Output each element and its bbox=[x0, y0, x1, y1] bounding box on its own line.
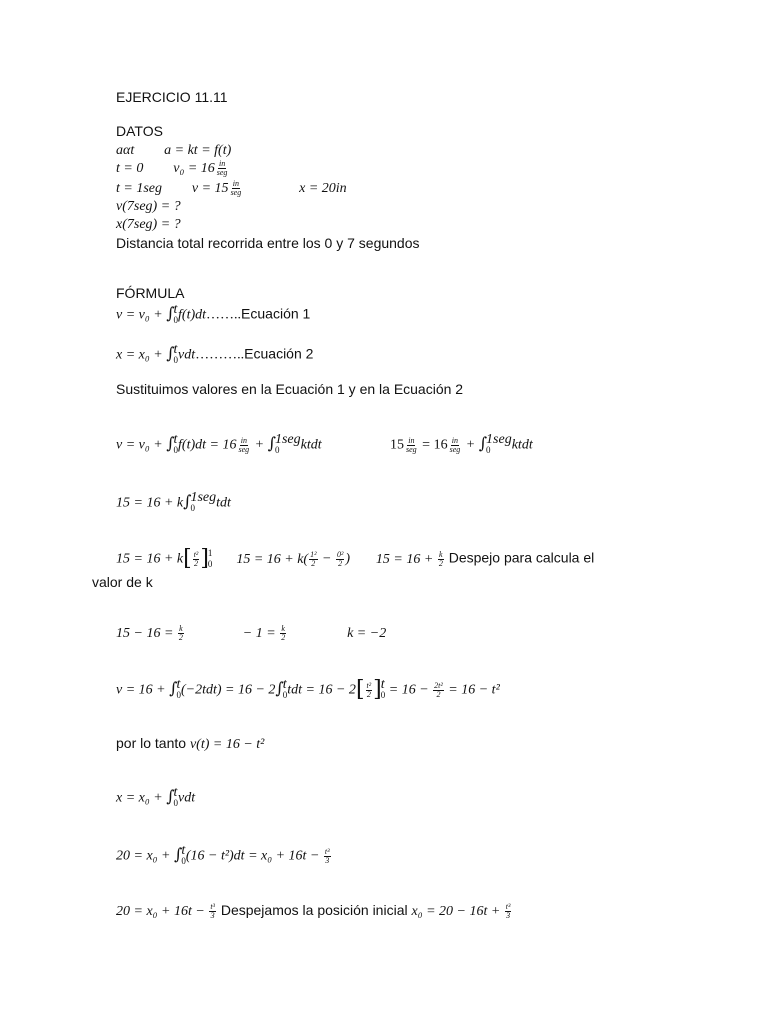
step-4: 15 − 16 = $\frac{k}{2}$ − 1 = $\frac{k}{2}$ k = −2 bbox=[116, 623, 387, 642]
step-6: por lo tanto v(t) = 16 − t² bbox=[116, 735, 265, 752]
datos-x1: x = 20in bbox=[299, 181, 347, 196]
datos-heading: DATOS bbox=[116, 123, 163, 139]
equation-2: x = x₀ + ∫ t 0 vdt………..Ecuación 2 bbox=[116, 342, 314, 365]
sustituimos-text: Sustituimos valores en la Ecuación 1 y en la Ecuación 2 bbox=[116, 381, 464, 397]
equation-2-label: Ecuación 2 bbox=[244, 345, 314, 362]
datos-accel-eq: a = kt = f(t) bbox=[164, 143, 232, 158]
step-3-continuation: valor de k bbox=[92, 574, 153, 590]
exercise-title: EJERCICIO 11.11 bbox=[116, 89, 228, 105]
datos-line-3 bbox=[116, 178, 347, 198]
step-8: 20 = x₀ + ∫ t 0 (16 − t²)dt = x₀ + 16t − $\frac{\text{t³}}{3}$ bbox=[116, 843, 330, 866]
datos-line-6: Distancia total recorrida entre los 0 y 7 segundos bbox=[116, 235, 420, 251]
step-1b: 15 $\frac{in}{\text{seg}}$ = 16 $\frac{in}{\text{seg}}$ + ∫ 1seg 0 ktdt bbox=[390, 432, 533, 455]
datos-line-2 bbox=[116, 158, 229, 178]
step-2: 15 = 16 + k∫ 1seg 0 tdt bbox=[116, 490, 231, 513]
datos-v1: v = 15 bbox=[191, 181, 229, 196]
datos-line-5: x(7seg) = ? bbox=[116, 217, 181, 232]
datos-t1: t = 1seg bbox=[116, 181, 162, 196]
formula-heading: FÓRMULA bbox=[116, 285, 185, 301]
despejo-text: Despejo para calcula el bbox=[444, 549, 595, 566]
unit-fraction: $\frac{in}{\text{seg}}$ bbox=[230, 178, 242, 197]
unit-fraction: $\frac{in}{\text{seg}}$ bbox=[216, 158, 228, 177]
datos-line-4: v(7seg) = ? bbox=[116, 199, 181, 214]
equation-1: v = v₀ + ∫ t 0 f(t)dt……..Ecuación 1 bbox=[116, 302, 311, 325]
step-1: v = v₀ + ∫ t 0 f(t)dt = 16 $\frac{in}{\text{seg}}$ + ∫ 1seg 0 ktdt bbox=[116, 432, 322, 455]
equation-1-label: Ecuación 1 bbox=[241, 305, 311, 322]
datos-v0: v₀ = 16 bbox=[173, 161, 215, 176]
step-9: 20 = x₀ + 16t − $\frac{\text{t³}}{3}$ Despejamos la posición inicial x₀ = 20 − 16t + $\frac{\text{t³}}{3}$ bbox=[116, 901, 511, 920]
step-5: v = 16 + ∫ t 0 (−2tdt) = 16 − 2∫ t 0 tdt = 16 − 2[ $\frac{\text{t²}}{2}$ ] t 0 = 16 − $\frac{\text{2t²}}{2}$ = 16 − t² bbox=[116, 677, 500, 702]
step-7: x = x₀ + ∫ t 0 vdt bbox=[116, 785, 196, 808]
step-3: 15 = 16 + k[ $\frac{\text{t²}}{2}$ ] 1 0 15 = 16 + k( $\frac{\text{1²}}{2}$ − $\frac{\text{0²}}{2}$ ) 15 = 16 + $\frac{k}{2}$ Despejo para calcula el bbox=[116, 546, 595, 571]
datos-accel-prop: aαt bbox=[116, 143, 135, 158]
datos-line-1 bbox=[116, 140, 231, 160]
datos-t0: t = 0 bbox=[116, 161, 144, 176]
